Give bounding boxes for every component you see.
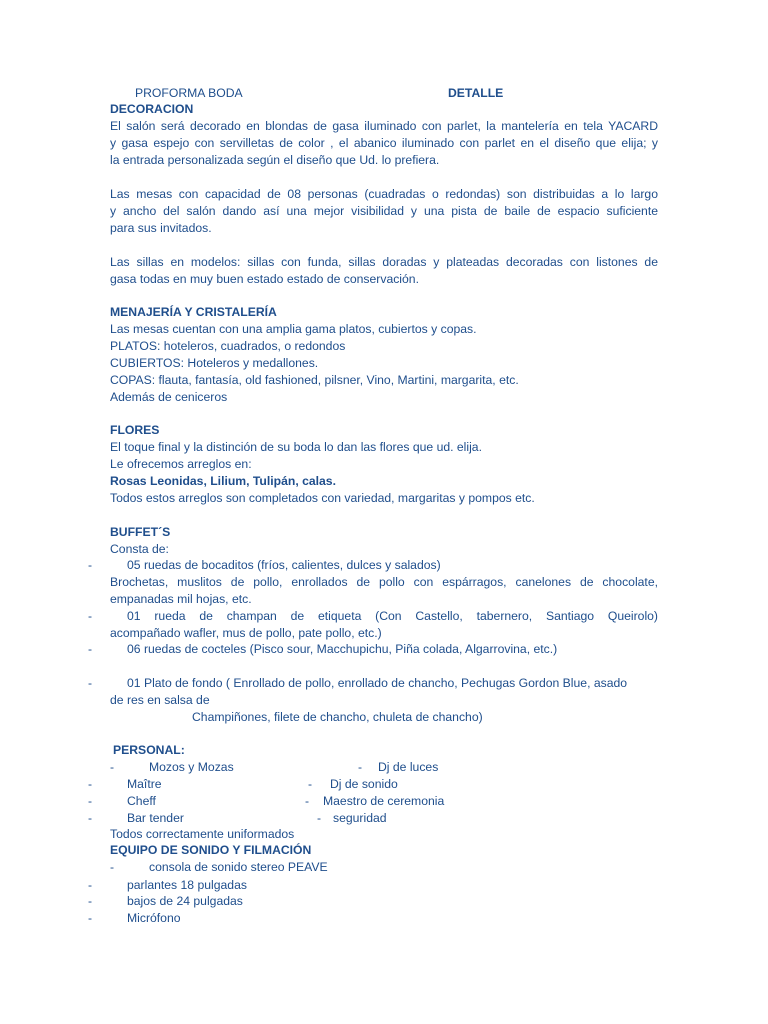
personal-footer: Todos correctamente uniformados [110, 827, 295, 841]
paragraph-line: y gasa espejo con servilletas de color , el abanico iluminado con parlet en el diseño que elija; y [110, 136, 658, 150]
list-bullet: - [88, 878, 93, 892]
flores-line: El toque final y la distinción de su boda lo dan las flores que ud. elija. [110, 440, 482, 454]
buffet-line: empanadas mil hojas, etc. [110, 592, 252, 606]
list-bullet: - [88, 811, 93, 825]
paragraph-line: la entrada personalizada según el diseño que Ud. lo prefiera. [110, 153, 440, 167]
equipo-item: parlantes 18 pulgadas [127, 878, 247, 892]
equipo-item: Micrófono [127, 911, 181, 925]
list-bullet: - [305, 794, 310, 808]
paragraph-line: para sus invitados. [110, 221, 212, 235]
header-title: PROFORMA BODA [135, 86, 243, 100]
buffet-item: 05 ruedas de bocaditos (fríos, calientes, dulces y salados) [127, 558, 441, 572]
list-bullet: - [317, 811, 322, 825]
heading-flores: FLORES [110, 423, 160, 437]
list-bullet: - [88, 894, 93, 908]
personal-item: Mozos y Mozas [149, 760, 234, 774]
list-bullet: - [88, 777, 93, 791]
personal-item: Bar tender [127, 811, 184, 825]
flores-highlight: Rosas Leonidas, Lilium, Tulipán, calas. [110, 474, 336, 488]
list-bullet: - [88, 794, 93, 808]
flores-line: Le ofrecemos arreglos en: [110, 457, 252, 471]
personal-item: Dj de luces [378, 760, 439, 774]
personal-item: Dj de sonido [330, 777, 398, 791]
menajeria-line: CUBIERTOS: Hoteleros y medallones. [110, 356, 319, 370]
heading-menajeria: MENAJERÍA Y CRISTALERÍA [110, 305, 277, 319]
list-bullet: - [88, 558, 93, 572]
heading-buffet: BUFFET´S [110, 525, 171, 539]
personal-item: seguridad [333, 811, 387, 825]
buffet-item: 01 rueda de champan de etiqueta (Con Castello, tabernero, Santiago Queirolo) [127, 609, 658, 623]
menajeria-line: COPAS: flauta, fantasía, old fashioned, pilsner, Vino, Martini, margarita, etc. [110, 373, 519, 387]
equipo-item: bajos de 24 pulgadas [127, 894, 243, 908]
buffet-item: 01 Plato de fondo ( Enrollado de pollo, enrollado de chancho, Pechugas Gordon Blue, asado [127, 676, 628, 690]
list-bullet: - [110, 760, 115, 774]
buffet-line: Brochetas, muslitos de pollo, enrollados de pollo con espárragos, canelones de chocolate, [110, 575, 658, 589]
list-bullet: - [308, 777, 313, 791]
menajeria-line: PLATOS: hoteleros, cuadrados, o redondos [110, 339, 346, 353]
list-bullet: - [358, 760, 363, 774]
buffet-line: Champiñones, filete de chancho, chuleta de chancho) [192, 710, 483, 724]
buffet-line: de res en salsa de [110, 693, 210, 707]
personal-item: Cheff [127, 794, 156, 808]
list-bullet: - [88, 911, 93, 925]
paragraph-line: Las sillas en modelos: sillas con funda, sillas doradas y plateadas decoradas con listones de [110, 255, 658, 269]
paragraph-line: El salón será decorado en blondas de gasa iluminado con parlet, la mantelería en tela YACARD [110, 119, 658, 133]
menajeria-line: Las mesas cuentan con una amplia gama platos, cubiertos y copas. [110, 322, 477, 336]
paragraph-line: y ancho del salón dando así una mejor visibilidad y una pista de baile de espacio suficiente [110, 204, 658, 218]
flores-line: Todos estos arreglos son completados con variedad, margaritas y pompos etc. [110, 491, 535, 505]
personal-item: Maître [127, 777, 162, 791]
list-bullet: - [110, 860, 115, 874]
equipo-item: consola de sonido stereo PEAVE [149, 860, 328, 874]
list-bullet: - [88, 676, 93, 690]
paragraph-line: gasa todas en muy buen estado estado de conservación. [110, 272, 419, 286]
menajeria-line: Además de ceniceros [110, 390, 228, 404]
header-detalle: DETALLE [448, 86, 504, 100]
buffet-line: acompañado wafler, mus de pollo, pate pollo, etc.) [110, 626, 382, 640]
heading-personal: PERSONAL: [113, 743, 185, 757]
buffet-line: Consta de: [110, 542, 169, 556]
paragraph-line: Las mesas con capacidad de 08 personas (cuadradas o redondas) son distribuidas a lo largo [110, 187, 658, 201]
heading-equipo: EQUIPO DE SONIDO Y FILMACIÓN [110, 843, 312, 857]
list-bullet: - [88, 609, 93, 623]
list-bullet: - [88, 642, 93, 656]
buffet-item: 06 ruedas de cocteles (Pisco sour, Macchupichu, Piña colada, Algarrovina, etc.) [127, 642, 558, 656]
personal-item: Maestro de ceremonia [323, 794, 445, 808]
heading-decoracion: DECORACION [110, 102, 194, 116]
